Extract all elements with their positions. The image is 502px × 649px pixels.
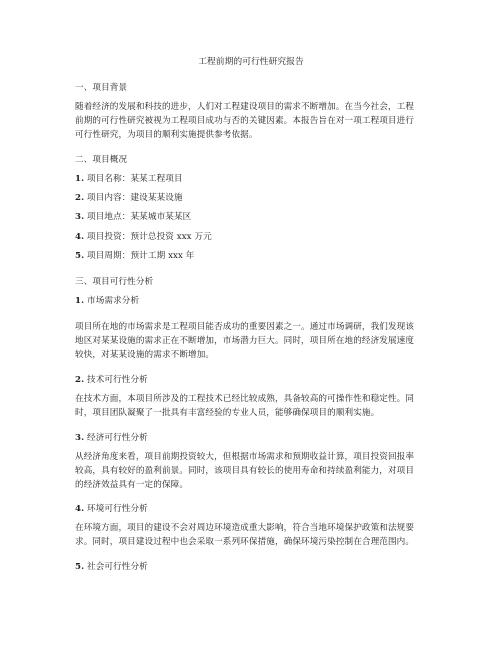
list-item-number: 5. bbox=[75, 251, 85, 261]
paragraph-line: 求。同时，项目建设过程中也会采取一系列环保措施，确保环境污染控制在合理范围内。 bbox=[75, 537, 415, 547]
list-item bbox=[75, 212, 191, 223]
paragraph-line: 项目所在地的市场需求是工程项目能否成功的重要因素之一。通过市场调研，我们发现该 bbox=[75, 322, 415, 332]
subsection-number: 3. bbox=[75, 433, 85, 443]
list-item-number: 2. bbox=[75, 193, 85, 203]
section-heading-overview: 二、项目概况 bbox=[75, 155, 128, 165]
paragraph-line: 地区对某某设施的需求正在不断增加，市场潜力巨大。同时，项目所在地的经济发展速度 bbox=[75, 336, 415, 346]
subsection-heading bbox=[75, 375, 148, 386]
subsection-text: 社会可行性分析 bbox=[87, 562, 148, 572]
list-item-text: 项目内容：建设某某设施 bbox=[87, 193, 183, 203]
subsection-heading bbox=[75, 296, 139, 307]
paragraph-line: 从经济角度来看，项目前期投资较大，但根据市场需求和预期收益计算，项目投资回报率 bbox=[75, 452, 415, 462]
subsection-text: 经济可行性分析 bbox=[87, 433, 148, 443]
list-item bbox=[75, 232, 212, 243]
section-heading-feasibility: 三、项目可行性分析 bbox=[75, 277, 154, 287]
list-item bbox=[75, 251, 194, 262]
subsection-number: 5. bbox=[75, 562, 85, 572]
subsection-heading bbox=[75, 562, 148, 573]
subsection-number: 4. bbox=[75, 504, 85, 514]
subsection-text: 环境可行性分析 bbox=[87, 504, 148, 514]
paragraph-line: 较高，具有较好的盈利前景。同时，该项目具有较长的使用寿命和持续盈利能力，对项目 bbox=[75, 466, 415, 476]
paragraph-line: 较快，对某某设施的需求不断增加。 bbox=[75, 350, 215, 360]
list-item-text: 项目周期：预计工期 xxx 年 bbox=[87, 251, 195, 261]
subsection-heading bbox=[75, 504, 148, 515]
subsection-text: 市场需求分析 bbox=[87, 296, 140, 306]
paragraph-line: 在技术方面，本项目所涉及的工程技术已经比较成熟，具备较高的可操作性和稳定性。同 bbox=[75, 394, 415, 404]
list-item bbox=[75, 174, 183, 185]
list-item-text: 项目地点：某某城市某某区 bbox=[87, 212, 192, 222]
paragraph-line: 时，项目团队凝聚了一批具有丰富经验的专业人员，能够确保项目的顺利实施。 bbox=[75, 408, 380, 418]
list-item-text: 项目投资：预计总投资 xxx 万元 bbox=[87, 232, 212, 242]
subsection-text: 技术可行性分析 bbox=[87, 375, 148, 385]
paragraph-line: 前期的可行性研究被视为工程项目成功与否的关键因素。本报告旨在对一项工程项目进行 bbox=[75, 116, 415, 126]
paragraph-line: 的经济效益具有一定的保障。 bbox=[75, 480, 189, 490]
paragraph-line: 随着经济的发展和科技的进步，人们对工程建设项目的需求不断增加。在当今社会，工程 bbox=[75, 102, 415, 112]
list-item-text: 项目名称：某某工程项目 bbox=[87, 174, 183, 184]
subsection-number: 1. bbox=[75, 296, 85, 306]
paragraph-line: 可行性研究，为项目的顺利实施提供参考依据。 bbox=[75, 130, 258, 140]
list-item bbox=[75, 193, 183, 204]
document-title: 工程前期的可行性研究报告 bbox=[198, 57, 304, 67]
list-item-number: 1. bbox=[75, 174, 85, 184]
list-item-number: 4. bbox=[75, 232, 85, 242]
section-heading-background: 一、项目背景 bbox=[75, 83, 128, 93]
paragraph-line: 在环境方面，项目的建设不会对周边环境造成重大影响，符合当地环境保护政策和法规要 bbox=[75, 523, 415, 533]
subsection-heading bbox=[75, 433, 148, 444]
list-item-number: 3. bbox=[75, 212, 85, 222]
subsection-number: 2. bbox=[75, 375, 85, 385]
